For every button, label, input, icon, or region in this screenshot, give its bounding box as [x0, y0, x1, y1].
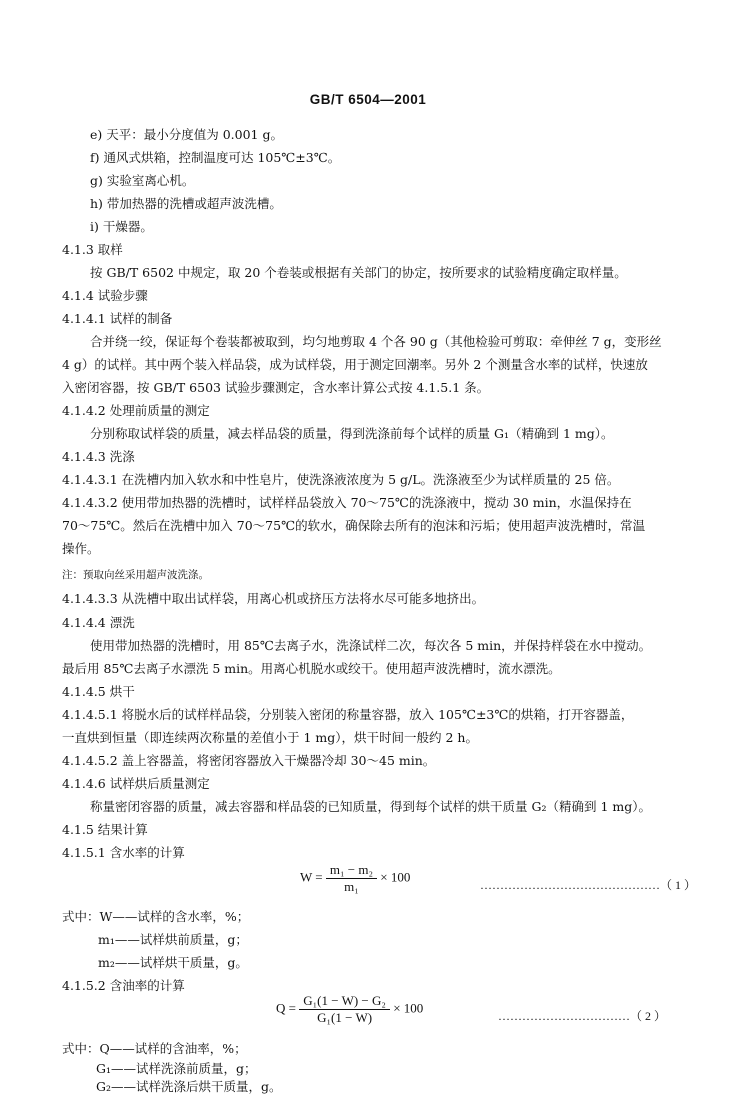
section-heading-4-1-5: 4.1.5 结果计算 — [62, 822, 148, 837]
list-item-i: i) 干燥器。 — [90, 219, 153, 234]
paragraph-line: 操作。 — [62, 541, 100, 556]
paragraph-line: 最后用 85℃去离子水漂洗 5 min。用离心机脱水或绞干。使用超声波洗槽时，流水漂洗。 — [62, 661, 561, 676]
formula-denominator: m₁ — [344, 879, 359, 894]
paragraph-4-1-4-5-2: 4.1.4.5.2 盖上容器盖，将密闭容器放入干燥器冷却 30～45 min。 — [62, 753, 436, 768]
paragraph: 按 GB/T 6502 中规定，取 20 个卷装或根据有关部门的协定，按所要求的试验精度确定取样量。 — [90, 265, 627, 280]
formula-factor: × 100 — [393, 1000, 424, 1016]
formula-lhs: W = — [300, 869, 323, 885]
paragraph-4-1-4-5-1: 4.1.4.5.1 将脱水后的试样样品袋，分别装入密闭的称量容器，放入 105℃±3℃的烘箱，打开容器盖， — [62, 707, 634, 722]
formula-denominator: G₁(1 − W) — [317, 1010, 373, 1025]
section-heading-4-1-4-3: 4.1.4.3 洗涤 — [62, 449, 135, 464]
section-heading-4-1-5-1: 4.1.5.1 含水率的计算 — [62, 845, 185, 860]
paragraph-line: 使用带加热器的洗槽时，用 85℃去离子水，洗涤试样二次，每次各 5 min，并保持样袋在水中搅动。 — [90, 638, 652, 653]
list-item-g: g) 实验室离心机。 — [90, 173, 195, 188]
section-heading-4-1-4-1: 4.1.4.1 试样的制备 — [62, 311, 173, 326]
section-heading-4-1-3: 4.1.3 取样 — [62, 242, 123, 257]
formula-moisture — [300, 862, 410, 895]
where-line: m₁——试样烘前质量，g； — [98, 932, 248, 947]
section-heading-4-1-4-6: 4.1.4.6 试样烘后质量测定 — [62, 776, 210, 791]
paragraph-4-1-4-3-1: 4.1.4.3.1 在洗槽内加入软水和中性皂片，使洗涤液浓度为 5 g/L。洗涤液至少为试样质量的 25 倍。 — [62, 472, 620, 487]
where-line: G₁——试样洗涤前质量，g； — [96, 1061, 257, 1076]
formula-lhs: Q = — [276, 1000, 296, 1016]
formula-numerator: m₁ − m₂ — [326, 862, 377, 879]
paragraph: 分别称取试样袋的质量，减去样品袋的质量，得到洗涤前每个试样的质量 G₁（精确到 1 mg）。 — [90, 426, 614, 441]
where-line: 式中：W——试样的含水率，%； — [62, 909, 250, 924]
formula-numerator: G₁(1 − W) − G₂ — [299, 993, 390, 1010]
section-heading-4-1-5-2: 4.1.5.2 含油率的计算 — [62, 978, 185, 993]
section-heading-4-1-4-5: 4.1.4.5 烘干 — [62, 684, 135, 699]
where-line: m₂——试样烘干质量，g。 — [98, 955, 248, 970]
section-heading-4-1-4-2: 4.1.4.2 处理前质量的测定 — [62, 403, 210, 418]
section-heading-4-1-4-4: 4.1.4.4 漂洗 — [62, 615, 135, 630]
list-item-e: e) 天平：最小分度值为 0.001 g。 — [90, 127, 283, 142]
paragraph-line: 入密闭容器，按 GB/T 6503 试验步骤测定，含水率计算公式按 4.1.5.1 条。 — [62, 380, 490, 395]
paragraph: 称量密闭容器的质量，减去容器和样品袋的已知质量，得到每个试样的烘干质量 G₂（精确到 1 mg）。 — [90, 799, 651, 814]
formula-fraction — [299, 993, 390, 1026]
note: 注：预取向丝采用超声波洗涤。 — [62, 569, 209, 581]
list-item-f: f) 通风式烘箱，控制温度可达 105℃±3℃。 — [90, 150, 341, 165]
section-heading-4-1-4: 4.1.4 试验步骤 — [62, 288, 148, 303]
list-item-h: h) 带加热器的洗槽或超声波洗槽。 — [90, 196, 282, 211]
where-line: 式中：Q——试样的含油率，%； — [62, 1041, 247, 1056]
where-line: G₂——试样洗涤后烘干质量，g。 — [96, 1079, 282, 1094]
paragraph-line: 4 g）的试样。其中两个装入样品袋，成为试样袋，用于测定回潮率。另外 2 个测量含水率的试样，快速放 — [62, 357, 648, 372]
paragraph-line: 70～75℃。然后在洗槽中加入 70～75℃的软水，确保除去所有的泡沫和污垢；使用超声波洗槽时，常温 — [62, 518, 646, 533]
paragraph-line: 一直烘到恒量（即连续两次称量的差值小于 1 mg），烘干时间一般约 2 h。 — [62, 730, 478, 745]
page-header-code: GB/T 6504—2001 — [309, 92, 427, 107]
formula-factor: × 100 — [380, 869, 411, 885]
paragraph-line: 合并绕一绞，保证每个卷装都被取到，均匀地剪取 4 个各 90 g（其他检验可剪取：牵伸丝 7 g，变形丝 — [90, 334, 662, 349]
paragraph-4-1-4-3-2: 4.1.4.3.2 使用带加热器的洗槽时，试样样品袋放入 70～75℃的洗涤液中，搅动 30 min，水温保持在 — [62, 495, 632, 510]
formula-oil-content — [276, 993, 423, 1026]
equation-number-1: ………………………………………（ 1 ） — [480, 878, 697, 892]
formula-fraction — [326, 862, 377, 895]
paragraph-4-1-4-3-3: 4.1.4.3.3 从洗槽中取出试样袋，用离心机或挤压方法将水尽可能多地挤出。 — [62, 591, 485, 606]
equation-number-2: ……………………………（ 2 ） — [498, 1009, 667, 1023]
